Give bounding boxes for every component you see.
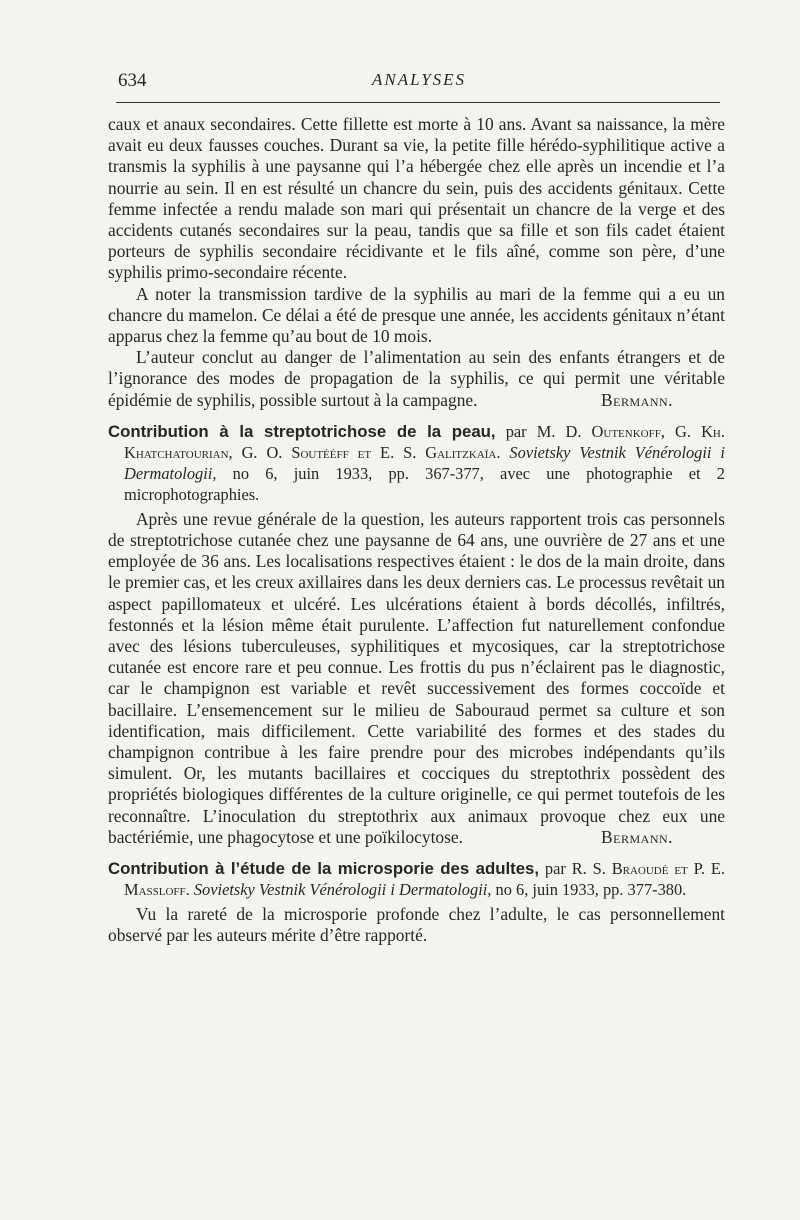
entry-details: no 6, juin 1933, pp. 377-380. [495,880,687,900]
paragraph-text: L’auteur conclut au danger de l’alimentation au sein des enfants étrangers et de l’ignorance des modes de propagation de la syphilis, ce qui permit une véritable épidémie de syphilis, possible surtout à la campagne. [108,347,725,410]
entry-abstract [108,509,725,848]
entry-par: par [544,859,566,879]
entry-title: Contribution à l’étude de la microsporie des adultes, [108,859,540,879]
entry-abstract: Vu la rareté de la microsporie profonde chez l’adulte, le cas personnellement observé par les auteurs mérite d’être rapporté. [108,904,725,946]
header-rule [116,102,720,103]
paragraph: caux et anaux secondaires. Cette fillette est morte à 10 ans. Avant sa naissance, la mère avait eu deux fausses couches. Durant sa vie, la petite fille hérédo-syphilitique active a transmis la syphilis à une paysanne qui l’a hébergée chez elle après un incendie et l’a nourrie au sein. Il en est résulté un chancre du sein, puis des accidents génitaux. Cette femme infectée a rendu malade son mari qui présentait un chancre de la verge et des accidents cutanés secondaires sur la peau, tandis que sa fille et son fils cadet étaient porteurs de syphilis secondaire récidivante et le fils aîné, comme son père, d’une syphilis primo-secondaire récente. [108,114,725,283]
entry-authors: M. D. Outenkoff, G. Kh. Khatchatourian, G. O. Soutééff et E. S. Galitzkaïa. [124,421,725,462]
page-number: 634 [118,70,147,91]
entry-heading [108,421,725,505]
abstract-text: Après une revue générale de la question, les auteurs rapportent trois cas personnels de streptotrichose cutanée chez une paysanne de 64 ans, une ouvrière de 27 ans et une employée de 36 ans. Les localisations respectives étaient : le dos de la main droite, dans le premier cas, et les creux axillaires dans les deux derniers cas. Le processus revêtait un aspect papillomateux et ulcéré. Les ulcérations étaient à bords décollés, infiltrés, festonnés et la lésion même était purulente. L’affection fut naturellement confondue avec des lésions tuberculeuses, syphilitiques et mycosiques, car la streptotrichose cutanée est encore rare et peu connue. Les frottis du pus n’éclairent pas le diagnostic, car le champignon est variable et revêt successivement des formes coccoïde et bacillaire. L’ensemencement sur le milieu de Sabouraud permet sa culture et son identification, mais difficilement. Cette variabilité des formes et des stades du champignon contribue à les faire prendre pour des microbes indépendants qu’ils simulent. Or, les mutants bacillaires et cocciques du streptothrix possèdent des propriétés biologiques différentes de la culture originelle, ce qui permet toutefois de les reconnaître. L’inoculation du streptothrix aux animaux provoque chez eux une bactériémie, une phagocytose et une poïkilocytose. [108,508,725,847]
page-body [108,114,725,947]
entry-par: par [505,421,527,441]
page-header [118,70,720,96]
entry-title: Contribution à la streptotrichose de la peau, [108,421,496,441]
paragraph-with-signature [108,347,725,411]
entry-journal: Sovietsky Vestnik Vénérologii i Dermatologii, [193,880,492,900]
paragraph: A noter la transmission tardive de la syphilis au mari de la femme qui a eu un chancre du mamelon. Ce délai a été de presque une année, les accidents génitaux n’étant apparus chez la femme qu’au bout de 10 mois. [108,283,725,347]
reviewer-signature: Bermann. [601,826,673,847]
entry-details: no 6, juin 1933, pp. 367-377, avec une photographie et 2 microphotographies. [124,463,725,504]
running-title: ANALYSES [371,70,467,89]
entry-authors: R. S. Braoudé et P. E. Massloff. [124,859,725,900]
reviewer-signature: Bermann. [601,389,673,410]
entry-heading [108,858,725,900]
entry-journal: Sovietsky Vestnik Vénérologii i Dermatologii, [124,442,725,483]
